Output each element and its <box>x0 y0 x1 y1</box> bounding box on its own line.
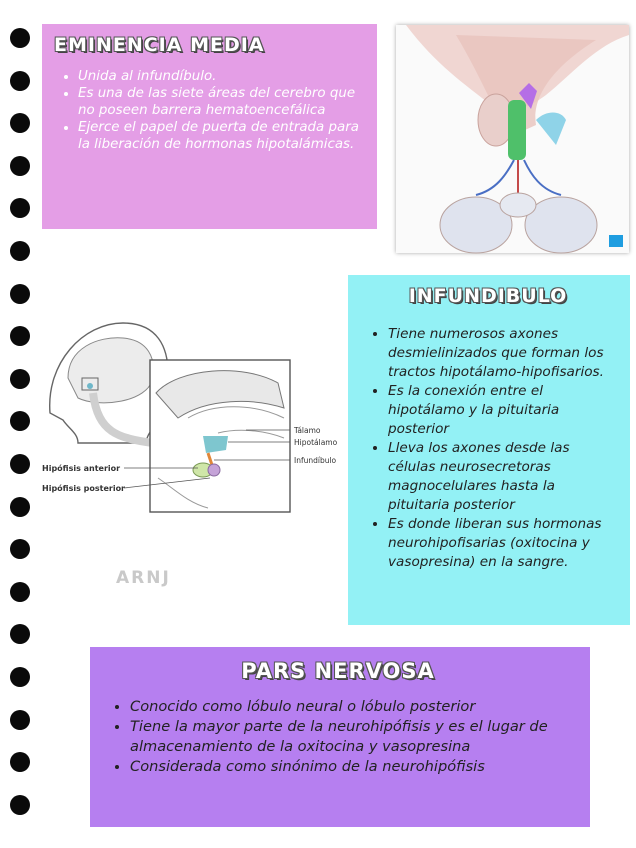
notebook-binding-dots <box>10 28 32 837</box>
label-infundibulo: Infundíbulo <box>294 456 337 465</box>
binding-dot <box>10 582 30 602</box>
binding-dot <box>10 156 30 176</box>
binding-dot <box>10 752 30 772</box>
binding-dot <box>10 411 30 431</box>
binding-dot <box>10 369 30 389</box>
list-item: • Es una de las siete áreas del cerebro que no poseen barrera hematoencefálica <box>78 85 367 119</box>
list-item: • Es donde liberan sus hormonas neurohipofisarias (oxitocina y vasopresina) en la sangre. <box>388 515 614 572</box>
binding-dot <box>10 284 30 304</box>
pars-nervosa-title: PARS NERVOSA <box>241 659 435 683</box>
brain-sagittal-diagram <box>38 318 338 523</box>
pars-nervosa-card <box>90 647 590 827</box>
label-hipofisis-anterior: Hipófisis anterior <box>42 464 121 473</box>
list-item: • Unida al infundíbulo. <box>78 68 367 85</box>
label-hipotalamo: Hipotálamo <box>294 438 338 447</box>
list-item: • Lleva los axones desde las células neurosecretoras magnocelulares hasta la pituitaria posterior <box>388 439 614 515</box>
binding-dot <box>10 241 30 261</box>
label-hipofisis-posterior: Hipófisis posterior <box>42 484 126 493</box>
binding-dot <box>10 454 30 474</box>
infundibulo-title: INFUNDIBULO <box>408 285 568 307</box>
brain-sagittal-diagram-svg <box>38 318 338 523</box>
binding-dot <box>10 198 30 218</box>
binding-dot <box>10 326 30 346</box>
pituitary-illustration <box>396 25 629 253</box>
label-talamo: Tálamo <box>294 426 321 435</box>
binding-dot <box>10 497 30 517</box>
binding-dot <box>10 667 30 687</box>
list-item: • Tiene numerosos axones desmielinizados que forman los tractos hipotálamo-hipofisarios. <box>388 325 614 382</box>
list-item: • Es la conexión entre el hipotálamo y la pituitaria posterior <box>388 382 614 439</box>
binding-dot <box>10 624 30 644</box>
binding-dot <box>10 28 30 48</box>
pars-nervosa-list <box>104 697 572 777</box>
binding-dot <box>10 113 30 133</box>
binding-dot <box>10 539 30 559</box>
eminencia-media-title: EMINENCIA MEDIA <box>54 34 265 56</box>
eminencia-media-card <box>42 24 377 229</box>
binding-dot <box>10 795 30 815</box>
binding-dot <box>10 71 30 91</box>
binding-dot <box>10 710 30 730</box>
infundibulo-card <box>348 275 630 625</box>
author-watermark: ARNJ <box>116 568 171 588</box>
list-item: • Conocido como lóbulo neural o lóbulo posterior <box>130 697 572 717</box>
eminencia-media-list <box>52 68 367 153</box>
infundibulo-list <box>362 325 614 572</box>
pituitary-illustration-svg <box>396 25 629 253</box>
list-item: • Considerada como sinónimo de la neurohipófisis <box>130 757 572 777</box>
list-item: • Ejerce el papel de puerta de entrada para la liberación de hormonas hipotalámicas. <box>78 119 367 153</box>
list-item: • Tiene la mayor parte de la neurohipófisis y es el lugar de almacenamiento de la oxitocina y vasopresina <box>130 717 572 757</box>
